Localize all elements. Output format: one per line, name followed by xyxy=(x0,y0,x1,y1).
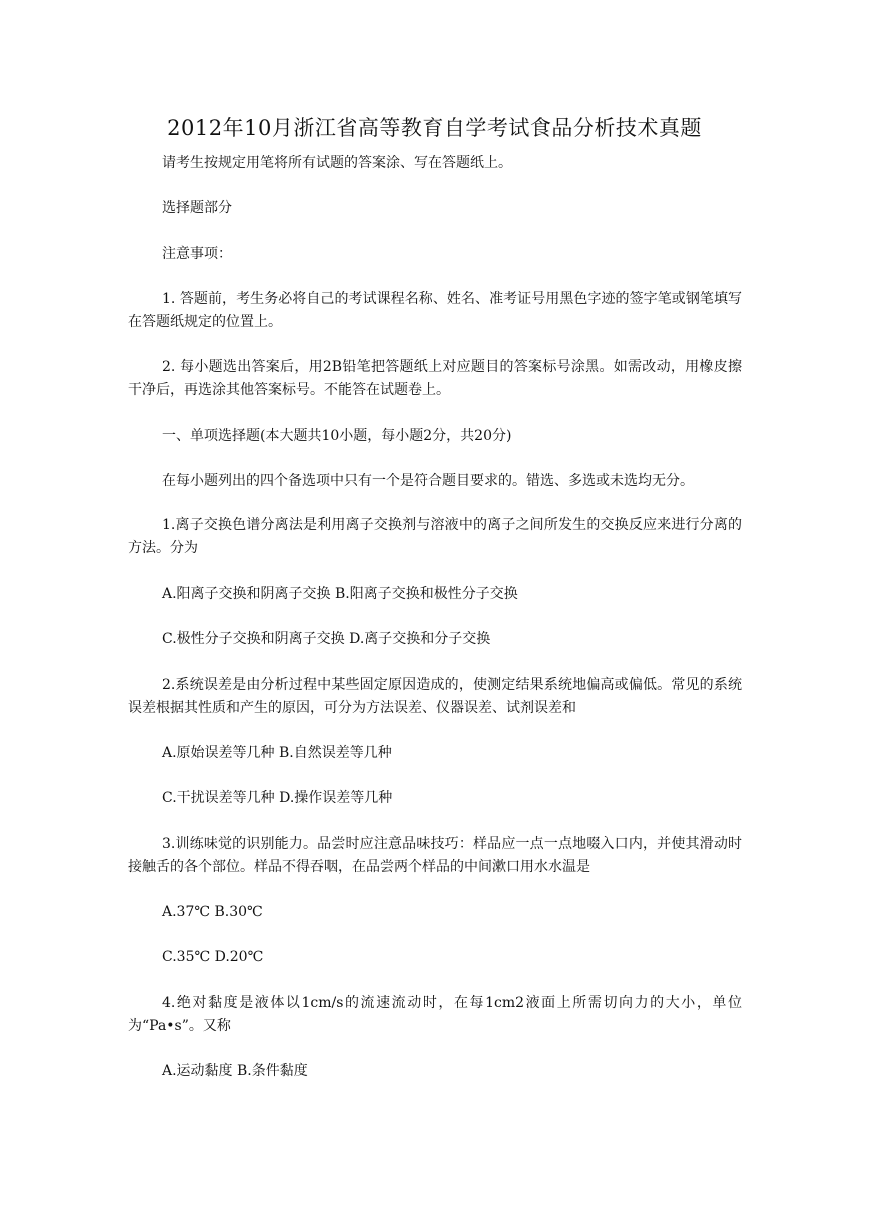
question-1-options-ab: A.阳离子交换和阴离子交换 B.阳离子交换和极性分子交换 xyxy=(162,586,518,602)
question-1: 1.离子交换色谱分离法是利用离子交换剂与溶液中的离子之间所发生的交换反应来进行分离的方法。分为 xyxy=(128,517,742,556)
part-one-instruction: 在每小题列出的四个备选项中只有一个是符合题目要求的。错选、多选或未选均无分。 xyxy=(162,473,694,489)
question-3-options-cd: C.35℃ D.20℃ xyxy=(162,949,264,965)
question-4: 4.绝对黏度是液体以1cm/s的流速流动时，在每1cm2液面上所需切向力的大小，单位为“Pa•s”。又称 xyxy=(128,995,742,1034)
notice-item-1: 1. 答题前，考生务必将自己的考试课程名称、姓名、准考证号用黑色字迹的签字笔或钢笔填写在答题纸规定的位置上。 xyxy=(128,291,742,330)
question-3: 3.训练味觉的识别能力。品尝时应注意品味技巧：样品应一点一点地啜入口内，并使其滑动时接触舌的各个部位。样品不得吞咽，在品尝两个样品的中间漱口用水水温是 xyxy=(128,836,742,875)
part-one-heading: 一、单项选择题(本大题共10小题，每小题2分，共20分) xyxy=(162,428,512,444)
question-2-options-cd: C.干扰误差等几种 D.操作误差等几种 xyxy=(162,790,393,806)
notice-heading: 注意事项： xyxy=(162,246,232,262)
section-heading: 选择题部分 xyxy=(162,200,232,216)
document-title: 2012年10月浙江省高等教育自学考试食品分析技术真题 xyxy=(167,116,702,140)
question-2-options-ab: A.原始误差等几种 B.自然误差等几种 xyxy=(162,745,392,761)
question-1-options-cd: C.极性分子交换和阴离子交换 D.离子交换和分子交换 xyxy=(162,631,491,647)
question-2: 2.系统误差是由分析过程中某些固定原因造成的，使测定结果系统地偏高或偏低。常见的系统误差根据其性质和产生的原因，可分为方法误差、仪器误差、试剂误差和 xyxy=(128,677,742,716)
question-3-options-ab: A.37℃ B.30℃ xyxy=(162,904,263,920)
question-4-options-ab: A.运动黏度 B.条件黏度 xyxy=(162,1063,308,1079)
notice-item-2: 2. 每小题选出答案后，用2B铅笔把答题纸上对应题目的答案标号涂黑。如需改动，用橡皮擦干净后，再选涂其他答案标号。不能答在试题卷上。 xyxy=(128,359,742,398)
exam-instruction: 请考生按规定用笔将所有试题的答案涂、写在答题纸上。 xyxy=(162,155,512,171)
